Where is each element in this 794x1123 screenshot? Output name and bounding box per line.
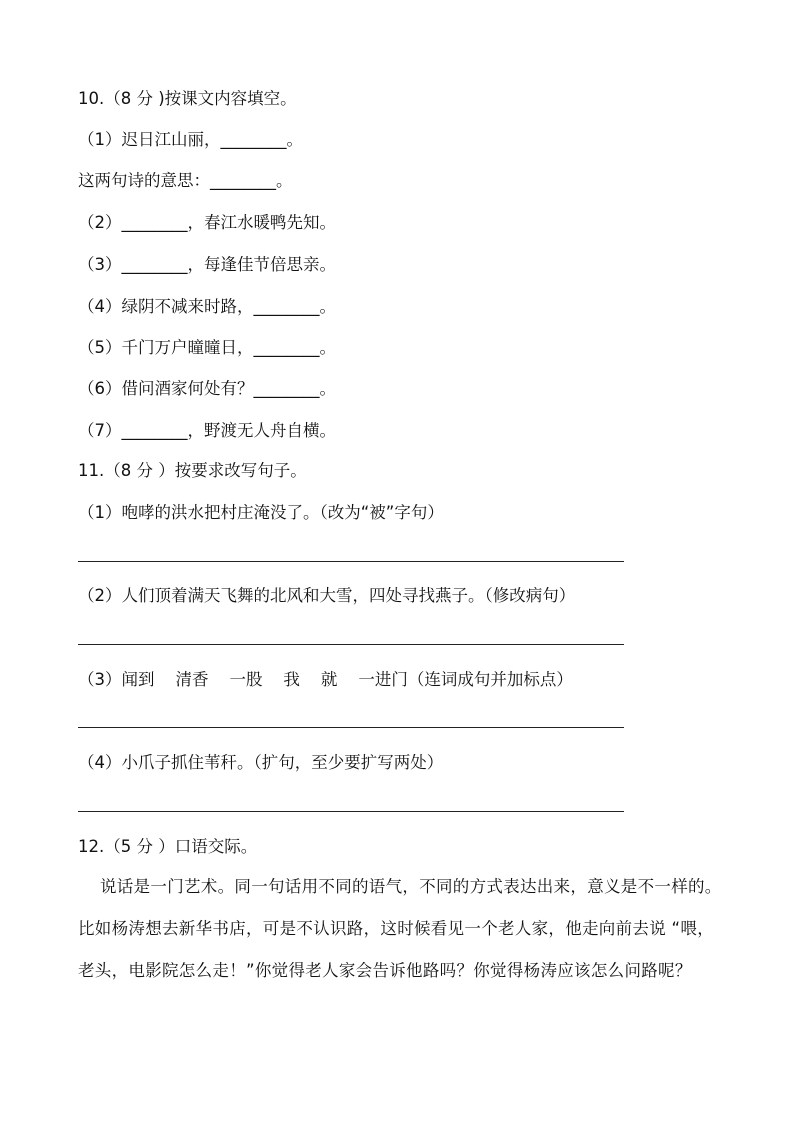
q11-item-2: （2）人们顶着满天飞舞的北风和大雪，四处寻找燕子。（修改病句） (78, 586, 576, 605)
q10-item-7: （7）________，野渡无人舟自横。 (78, 421, 336, 440)
q10-item-meaning: 这两句诗的意思：________。 (78, 171, 293, 190)
q11-answer-line-1[interactable] (78, 561, 624, 562)
q10-item-2: （2）________，春江水暖鸭先知。 (78, 213, 336, 232)
q11-item-4: （4）小爪子抓住苇秆。（扩句，至少要扩写两处） (78, 753, 444, 772)
q12-title: 12.（5 分 ）口语交际。 (78, 837, 258, 856)
q10-item-3: （3）________，每逢佳节倍思亲。 (78, 255, 336, 274)
q10-item-6: （6）借问酒家何处有？________。 (78, 379, 336, 398)
q10-title: 10.（8 分 )按课文内容填空。 (78, 89, 297, 108)
q10-item-5: （5）千门万户曈曈日，________。 (78, 338, 336, 357)
q11-answer-line-2[interactable] (78, 644, 624, 645)
q12-paragraph: 说话是一门艺术。同一句话用不同的语气，不同的方式表达出来，意义是不一样的。比如杨涛想去新华书店，可是不认识路，这时候看见一个老人家，他走向前去说 “喂，老头，电影院怎么走！”你觉得老人家会告诉他路吗？你觉得杨涛应该怎么问路呢？ (78, 877, 722, 980)
q10-item-4: （4）绿阴不减来时路，________。 (78, 297, 336, 316)
q11-item-3: （3）闻到 清香 一股 我 就 一进门（连词成句并加标点） (78, 670, 573, 689)
q11-answer-line-3[interactable] (78, 727, 624, 728)
q11-answer-line-4[interactable] (78, 811, 624, 812)
q10-item-1: （1）迟日江山丽，________。 (78, 130, 303, 149)
q11-item-1: （1）咆哮的洪水把村庄淹没了。（改为“被”字句） (78, 503, 444, 522)
q11-title: 11.（8 分 ）按要求改写句子。 (78, 461, 307, 480)
